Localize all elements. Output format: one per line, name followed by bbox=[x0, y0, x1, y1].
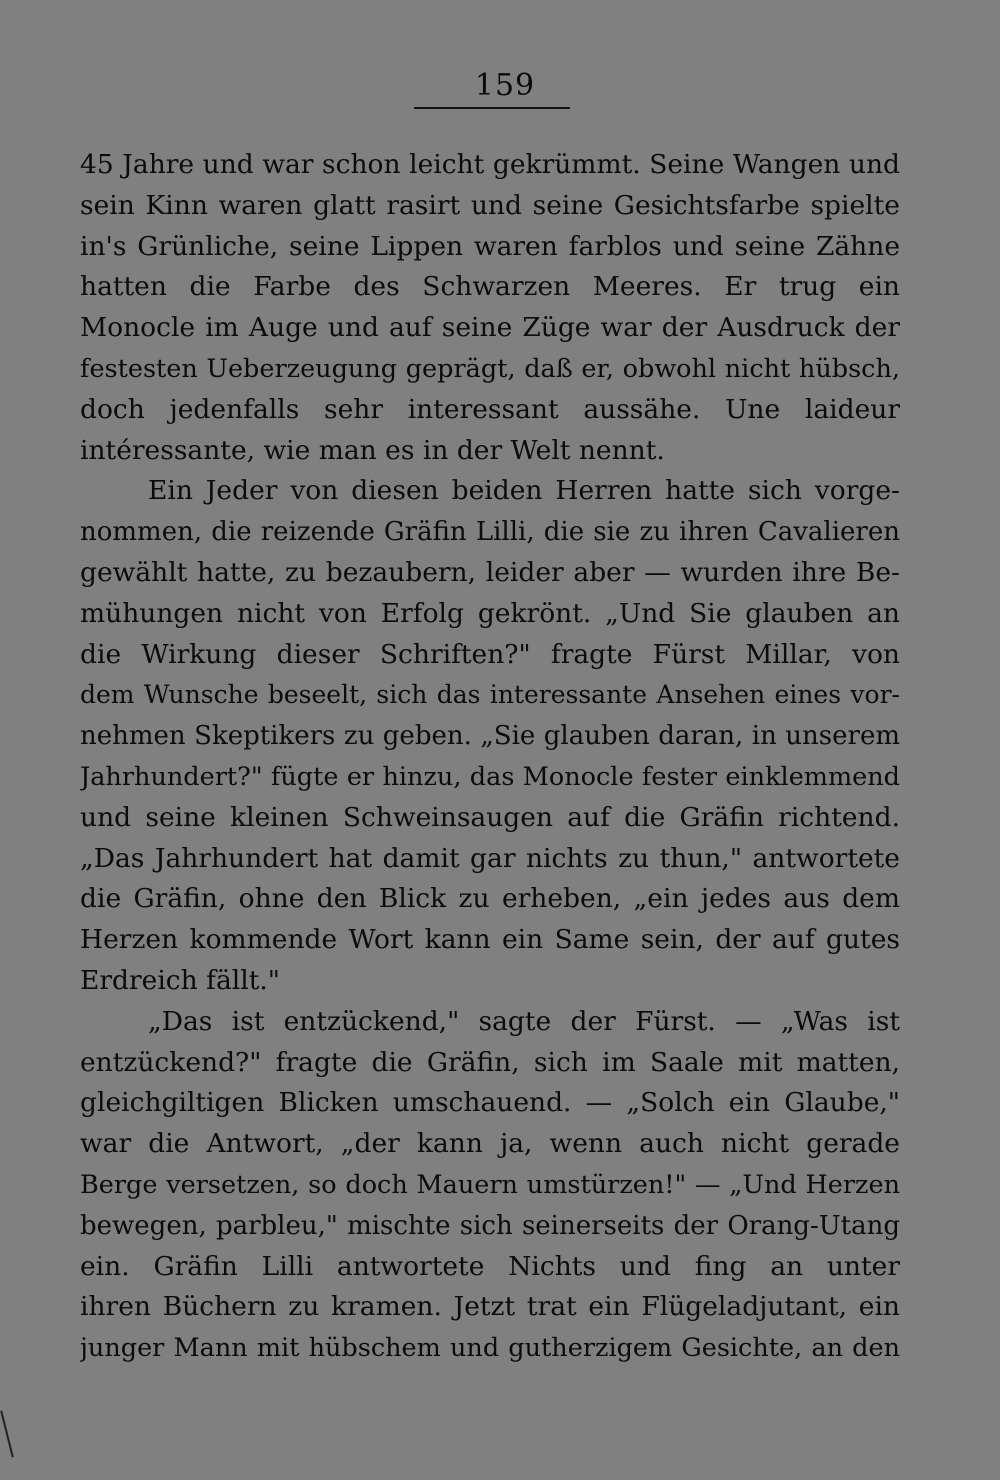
text-line: junger Mann mit hübschem und gutherzigem Gesichte, an den bbox=[80, 1333, 900, 1364]
text-line: Monocle im Auge und auf seine Züge war der Ausdruck der bbox=[80, 312, 900, 344]
text-line: mühungen nicht von Erfolg gekrönt. „Und Sie glauben an bbox=[80, 597, 900, 629]
text-line: Jahrhundert?" fügte er hinzu, das Monocle fester einklemmend bbox=[80, 761, 900, 792]
text-line: war die Antwort, „der kann ja, wenn auch nicht gerade bbox=[80, 1128, 900, 1160]
text-line: gleichgiltigen Blicken umschauend. — „Solch ein Glaube," bbox=[80, 1087, 900, 1119]
text-line: Ein Jeder von diesen beiden Herren hatte sich vorge- bbox=[148, 475, 900, 507]
text-line: gewählt hatte, zu bezaubern, leider aber — wurden ihre Be- bbox=[80, 556, 900, 588]
text-line: nehmen Skeptikers zu geben. „Sie glauben daran, in unserem bbox=[80, 721, 900, 752]
text-line: ein. Gräfin Lilli antwortete Nichts und fing an unter bbox=[80, 1250, 900, 1282]
text-line: doch jedenfalls sehr interessant aussähe. Une laideur bbox=[80, 393, 900, 425]
body-text bbox=[80, 145, 900, 1369]
text-line: hatten die Farbe des Schwarzen Meeres. Er trug ein bbox=[80, 271, 900, 303]
text-line: in's Grünliche, seine Lippen waren farblos und seine Zähne bbox=[80, 230, 900, 262]
text-line: dem Wunsche beseelt, sich das interessante Ansehen eines vor- bbox=[80, 680, 900, 710]
page-number: 159 bbox=[474, 68, 536, 103]
text-line: entzückend?" fragte die Gräfin, sich im Saale mit matten, bbox=[80, 1046, 900, 1078]
text-line: „Das ist entzückend," sagte der Fürst. — „Was ist bbox=[148, 1005, 900, 1037]
text-line: bewegen, parbleu," mischte sich seinerseits der Orang-Utang bbox=[80, 1210, 900, 1241]
margin-mark bbox=[0, 1410, 14, 1457]
text-line: ihren Büchern zu kramen. Jetzt trat ein Flügeladjutant, ein bbox=[80, 1291, 900, 1323]
text-line: 45 Jahre und war schon leicht gekrümmt. Seine Wangen und bbox=[80, 149, 900, 180]
header-rule bbox=[414, 107, 570, 109]
text-line: die Gräfin, ohne den Blick zu erheben, „ein jedes aus dem bbox=[80, 883, 900, 915]
text-line: und seine kleinen Schweinsaugen auf die Gräfin richtend. bbox=[80, 801, 900, 833]
text-line: Berge versetzen, so doch Mauern umstürzen!" — „Und Herzen bbox=[80, 1169, 900, 1200]
text-line: sein Kinn waren glatt rasirt und seine Gesichtsfarbe spielte bbox=[80, 189, 900, 221]
text-line: „Das Jahrhundert hat damit gar nichts zu thun," antwortete bbox=[80, 842, 900, 874]
text-line: nommen, die reizende Gräfin Lilli, die sie zu ihren Cavalieren bbox=[80, 517, 900, 548]
text-line: festesten Ueberzeugung geprägt, daß er, obwohl nicht hübsch, bbox=[80, 353, 900, 384]
text-line: intéressante, wie man es in der Welt nennt. bbox=[80, 434, 665, 466]
text-line: Erdreich fällt." bbox=[80, 964, 280, 996]
text-line: Herzen kommende Wort kann ein Same sein, der auf gutes bbox=[80, 924, 900, 956]
text-line: die Wirkung dieser Schriften?" fragte Fürst Millar, von bbox=[80, 638, 900, 670]
